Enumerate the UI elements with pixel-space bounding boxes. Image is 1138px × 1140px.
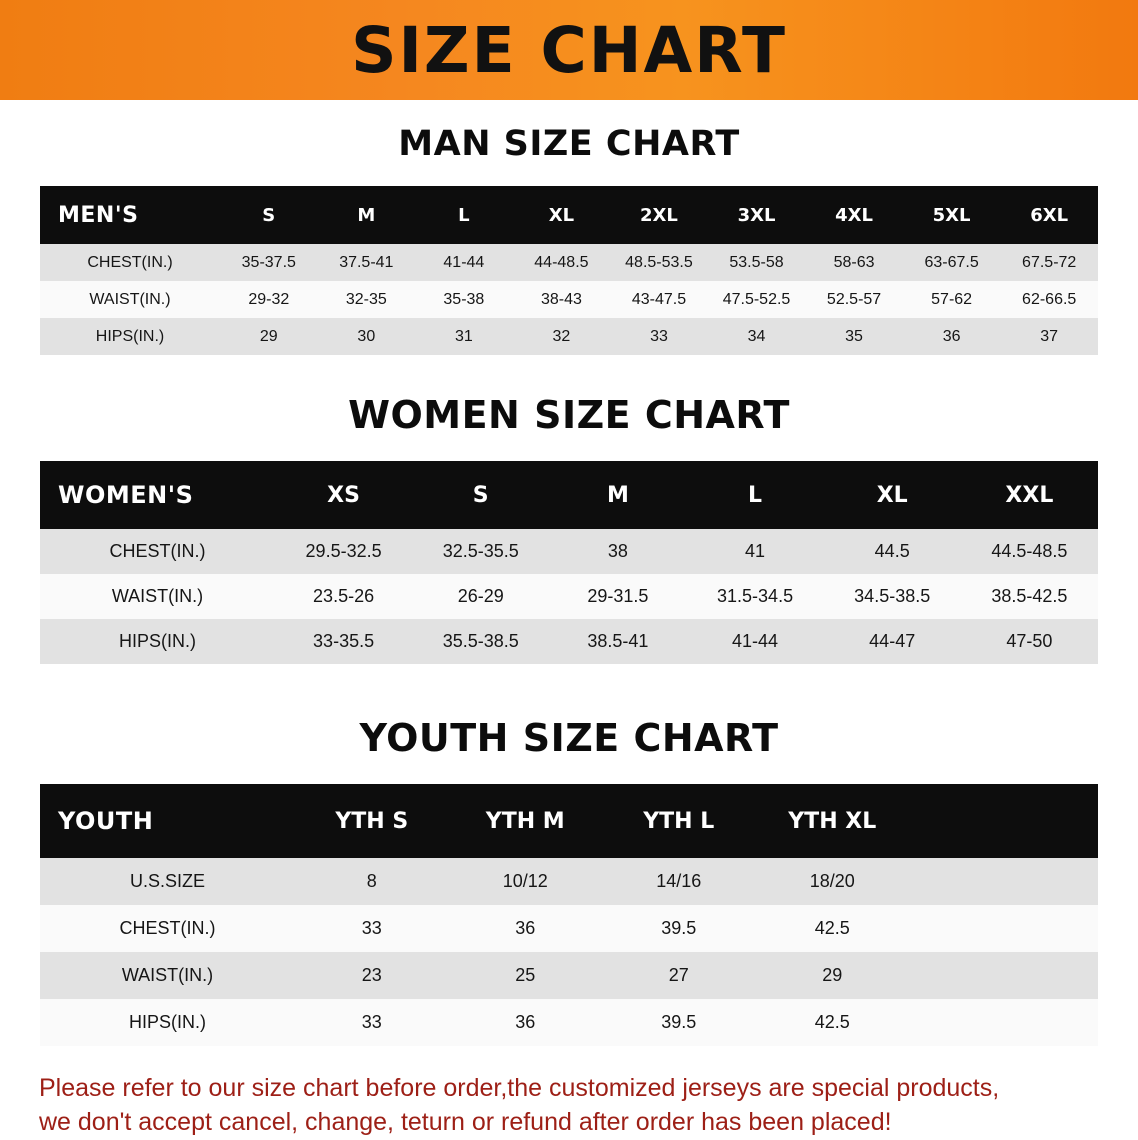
man-header-6: 3XL [708,186,806,244]
man-cell-waist-7: 57-62 [903,281,1001,318]
youth-row-label-waist: WAIST(IN.) [40,952,295,999]
man-section-heading: MAN SIZE CHART [398,124,740,164]
youth-cell-waist-2: 27 [602,952,756,999]
youth-header-1: YTH S [295,784,449,858]
man-cell-hips-1: 30 [318,318,416,355]
man-cell-waist-5: 47.5-52.5 [708,281,806,318]
man-header-2: M [318,186,416,244]
man-cell-hips-4: 33 [610,318,708,355]
table-row [40,619,1098,664]
youth-cell-chest-1: 36 [449,905,603,952]
table-row [40,858,1098,905]
women-cell-chest-0: 29.5-32.5 [275,529,412,574]
man-cell-waist-2: 35-38 [415,281,513,318]
table-header-row [40,784,1098,858]
table-header-row [40,186,1098,244]
youth-cell-ussize-0: 8 [295,858,449,905]
women-cell-chest-5: 44.5-48.5 [961,529,1098,574]
youth-cell-spacer [909,999,1098,1046]
youth-cell-ussize-3: 18/20 [756,858,910,905]
man-cell-chest-6: 58-63 [805,244,903,281]
man-header-1: S [220,186,318,244]
women-cell-chest-1: 32.5-35.5 [412,529,549,574]
youth-table-body [40,858,1098,1046]
table-row [40,529,1098,574]
header-banner [0,0,1138,100]
women-cell-chest-4: 44.5 [824,529,961,574]
table-header-row [40,461,1098,529]
women-cell-hips-3: 41-44 [686,619,823,664]
women-cell-hips-5: 47-50 [961,619,1098,664]
man-cell-waist-3: 38-43 [513,281,611,318]
youth-section-heading: YOUTH SIZE CHART [359,716,779,760]
women-cell-waist-5: 38.5-42.5 [961,574,1098,619]
women-cell-chest-3: 41 [686,529,823,574]
man-header-0: MEN'S [40,186,220,244]
women-cell-waist-4: 34.5-38.5 [824,574,961,619]
youth-cell-waist-3: 29 [756,952,910,999]
women-header-6: XXL [961,461,1098,529]
man-table-body [40,244,1098,355]
man-table-head [40,186,1098,244]
man-row-label-chest: CHEST(IN.) [40,244,220,281]
man-cell-hips-3: 32 [513,318,611,355]
youth-size-table [40,784,1098,1046]
women-cell-hips-4: 44-47 [824,619,961,664]
man-header-4: XL [513,186,611,244]
youth-cell-waist-1: 25 [449,952,603,999]
man-header-9: 6XL [1000,186,1098,244]
youth-cell-chest-0: 33 [295,905,449,952]
youth-header-3: YTH L [602,784,756,858]
man-cell-chest-2: 41-44 [415,244,513,281]
man-cell-hips-2: 31 [415,318,513,355]
youth-cell-spacer [909,858,1098,905]
women-row-label-chest: CHEST(IN.) [40,529,275,574]
youth-cell-waist-0: 23 [295,952,449,999]
man-cell-waist-0: 29-32 [220,281,318,318]
man-cell-hips-8: 37 [1000,318,1098,355]
table-row [40,574,1098,619]
youth-header-4: YTH XL [756,784,910,858]
man-cell-chest-3: 44-48.5 [513,244,611,281]
women-section-heading: WOMEN SIZE CHART [348,393,790,437]
disclaimer-note [39,1072,1099,1140]
women-header-0: WOMEN'S [40,461,275,529]
man-header-3: L [415,186,513,244]
man-header-5: 2XL [610,186,708,244]
man-cell-chest-5: 53.5-58 [708,244,806,281]
disclaimer-line-2: we don't accept cancel, change, teturn or refund after order has been placed! [39,1107,892,1136]
youth-header-0: YOUTH [40,784,295,858]
youth-row-label-ussize: U.S.SIZE [40,858,295,905]
youth-header-2: YTH M [449,784,603,858]
disclaimer-line-1: Please refer to our size chart before order,the customized jerseys are special products, [39,1074,1000,1102]
women-cell-hips-2: 38.5-41 [549,619,686,664]
page-title: SIZE CHART [351,13,787,87]
man-header-8: 5XL [903,186,1001,244]
youth-cell-hips-3: 42.5 [756,999,910,1046]
man-cell-waist-6: 52.5-57 [805,281,903,318]
youth-cell-spacer [909,952,1098,999]
women-header-2: S [412,461,549,529]
table-row [40,952,1098,999]
man-cell-chest-4: 48.5-53.5 [610,244,708,281]
man-cell-waist-4: 43-47.5 [610,281,708,318]
man-header-7: 4XL [805,186,903,244]
women-cell-waist-3: 31.5-34.5 [686,574,823,619]
youth-cell-ussize-2: 14/16 [602,858,756,905]
man-cell-hips-0: 29 [220,318,318,355]
table-row [40,281,1098,318]
table-row [40,905,1098,952]
youth-header-spacer [909,784,1098,858]
women-cell-hips-0: 33-35.5 [275,619,412,664]
youth-table-wrap [40,784,1098,1046]
youth-cell-spacer [909,905,1098,952]
table-row [40,318,1098,355]
man-row-label-waist: WAIST(IN.) [40,281,220,318]
table-row [40,244,1098,281]
youth-cell-hips-0: 33 [295,999,449,1046]
women-cell-hips-1: 35.5-38.5 [412,619,549,664]
women-table-body [40,529,1098,664]
women-cell-waist-2: 29-31.5 [549,574,686,619]
youth-row-label-hips: HIPS(IN.) [40,999,295,1046]
youth-cell-hips-1: 36 [449,999,603,1046]
man-cell-chest-0: 35-37.5 [220,244,318,281]
women-size-table [40,461,1098,664]
man-cell-hips-7: 36 [903,318,1001,355]
youth-table-head [40,784,1098,858]
youth-row-label-chest: CHEST(IN.) [40,905,295,952]
man-cell-chest-7: 63-67.5 [903,244,1001,281]
youth-cell-chest-3: 42.5 [756,905,910,952]
man-cell-chest-8: 67.5-72 [1000,244,1098,281]
youth-cell-chest-2: 39.5 [602,905,756,952]
man-cell-hips-6: 35 [805,318,903,355]
women-header-1: XS [275,461,412,529]
women-row-label-hips: HIPS(IN.) [40,619,275,664]
youth-cell-ussize-1: 10/12 [449,858,603,905]
women-table-wrap [40,461,1098,664]
youth-cell-hips-2: 39.5 [602,999,756,1046]
man-cell-chest-1: 37.5-41 [318,244,416,281]
women-cell-chest-2: 38 [549,529,686,574]
women-cell-waist-0: 23.5-26 [275,574,412,619]
women-row-label-waist: WAIST(IN.) [40,574,275,619]
man-size-table [40,186,1098,355]
women-header-5: XL [824,461,961,529]
women-cell-waist-1: 26-29 [412,574,549,619]
man-cell-hips-5: 34 [708,318,806,355]
man-cell-waist-1: 32-35 [318,281,416,318]
women-header-3: M [549,461,686,529]
man-cell-waist-8: 62-66.5 [1000,281,1098,318]
women-header-4: L [686,461,823,529]
table-row [40,999,1098,1046]
man-table-wrap [40,186,1098,355]
man-row-label-hips: HIPS(IN.) [40,318,220,355]
women-table-head [40,461,1098,529]
